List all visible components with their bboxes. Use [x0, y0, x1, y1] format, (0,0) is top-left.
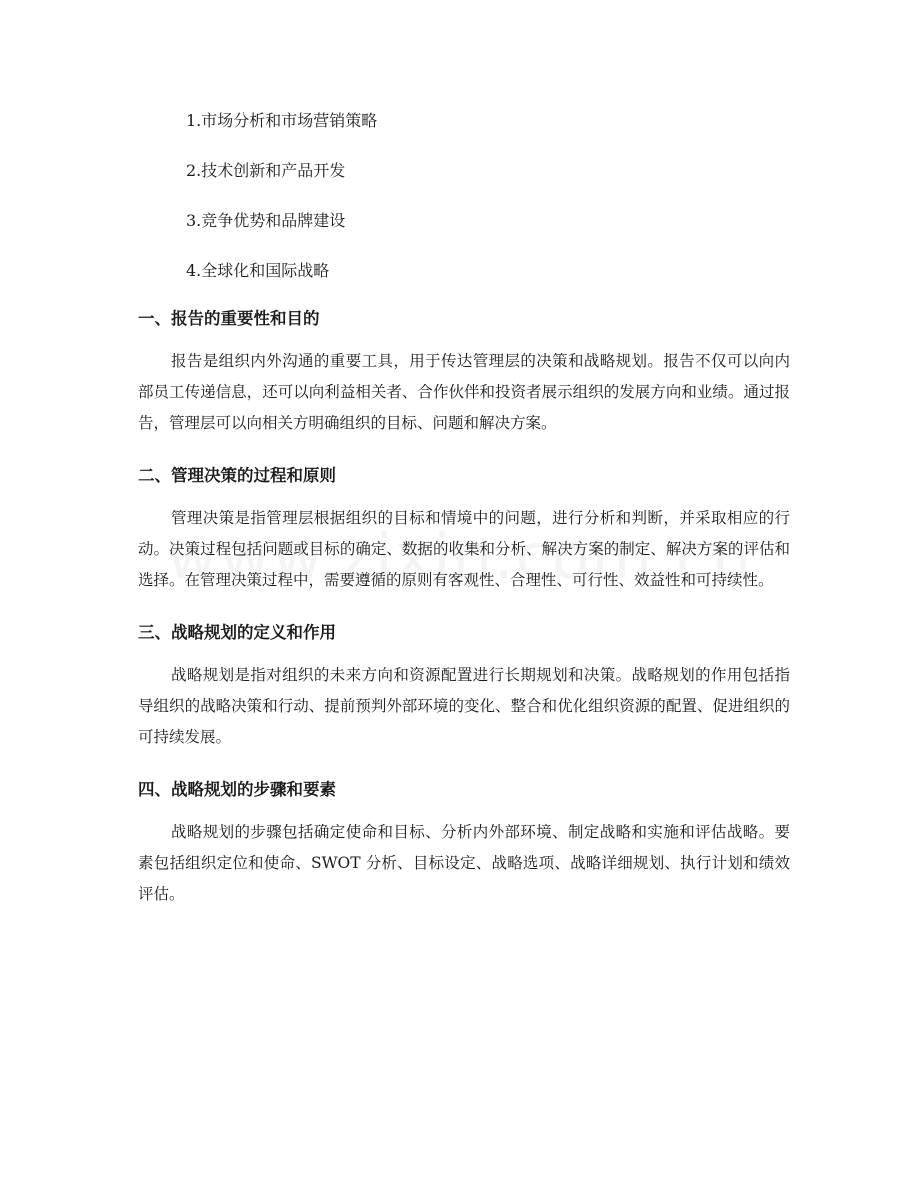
section-strategy-steps	[138, 773, 790, 910]
list-item: 2.技术创新和产品开发	[186, 161, 346, 180]
section-heading: 一、报告的重要性和目的	[138, 309, 320, 328]
section-paragraph: 战略规划是指对组织的未来方向和资源配置进行长期规划和决策。战略规划的作用包括指导组织的战略决策和行动、提前预判外部环境的变化、整合和优化组织资源的配置、促进组织的可持续发展。	[138, 666, 790, 746]
list-item: 3.竞争优势和品牌建设	[186, 211, 346, 230]
section-paragraph: 报告是组织内外沟通的重要工具，用于传达管理层的决策和战略规划。报告不仅可以向内部员工传递信息，还可以向利益相关者、合作伙伴和投资者展示组织的发展方向和业绩。通过报告，管理层可以向相关方明确组织的目标、问题和解决方案。	[138, 352, 790, 432]
section-heading: 二、管理决策的过程和原则	[138, 466, 336, 485]
section-paragraph: 管理决策是指管理层根据组织的目标和情境中的问题，进行分析和判断，并采取相应的行动。决策过程包括问题或目标的确定、数据的收集和分析、解决方案的制定、解决方案的评估和选择。在管理决策过程中，需要遵循的原则有客观性、合理性、可行性、效益性和可持续性。	[138, 509, 790, 589]
section-strategy-definition	[138, 616, 790, 753]
list-item: 4.全球化和国际战略	[186, 261, 330, 280]
topic-list	[138, 104, 790, 298]
section-heading: 三、战略规划的定义和作用	[138, 623, 336, 642]
section-decision-process	[138, 459, 790, 596]
section-paragraph: 战略规划的步骤包括确定使命和目标、分析内外部环境、制定战略和实施和评估战略。要素包括组织定位和使命、SWOT 分析、目标设定、战略选项、战略详细规划、执行计划和绩效评估。	[138, 823, 790, 903]
document-body	[138, 104, 790, 930]
section-heading: 四、战略规划的步骤和要素	[138, 780, 336, 799]
section-importance	[138, 302, 790, 439]
list-item: 1.市场分析和市场营销策略	[186, 111, 378, 130]
